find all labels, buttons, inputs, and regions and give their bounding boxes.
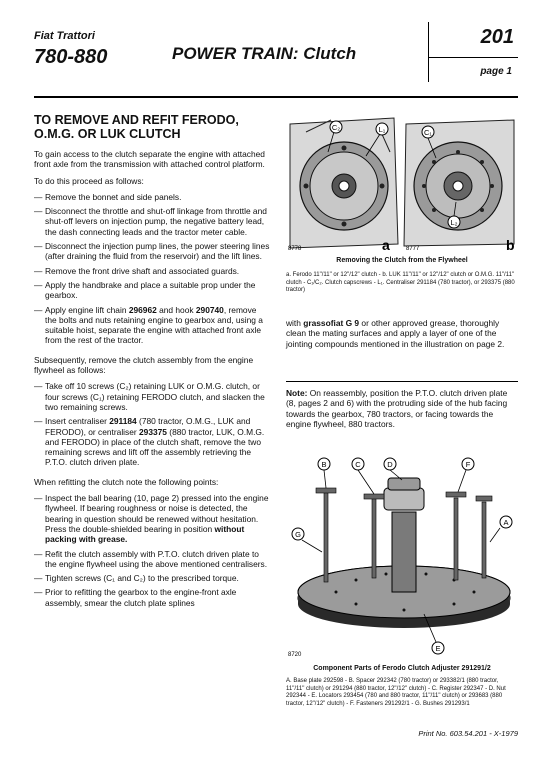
note-paragraph: Note: On reassembly, position the P.T.O. clutch driven plate (8, pages 2 and 6) with the protruding side of the hub facing towards the gearbox, 780 tractors, or facing towards the engine flywheel, 880 tractors.: [286, 388, 508, 429]
step-item: — Remove the bonnet and side panels.: [34, 191, 182, 202]
step-item: — Prior to refitting the gearbox to the engine-front axle assembly, smear the clutch plate splines: [34, 587, 237, 608]
intro-paragraph: To gain access to the clutch separate the engine with attached front axle from the transmission with attached control platform.: [34, 149, 265, 170]
figure-id-b: 8777: [406, 246, 420, 252]
figure2-id: 8720: [288, 652, 302, 658]
callout-c1: C₁: [424, 128, 432, 137]
print-number: Print No. 603.54.201 - X-1979: [418, 729, 518, 738]
header-rule: [34, 96, 518, 98]
model-number: 780-880: [34, 46, 108, 68]
step-item: — Disconnect the injection pump lines, the power steering lines (after draining the fluid from the reservoir) and the lift lines.: [34, 241, 270, 262]
figure-letter-a: a: [382, 237, 390, 252]
step-item: — Insert centraliser 291184 (780 tractor, O.M.G., LUK and FERODO), or centraliser 293375 (880 tractor, LUK, O.M.G. and FERODO) in place of the clutch shaft, remove the two remaining screws and lift off the assembly retrieving the P.T.O. clutch driven plate.: [34, 416, 265, 468]
callout-l2: L₂: [450, 218, 458, 227]
step-item: — Refit the clutch assembly with P.T.O. clutch driven plate to the engine flywheel using the above mentioned centralisers.: [34, 548, 268, 569]
callout-a: A: [503, 518, 509, 527]
callout-l1: L₁: [378, 125, 386, 134]
step-item: — Disconnect the throttle and shut-off linkage from throttle and shut-off levers on injection pump, the negative battery lead, the dash connecting leads and the tractor meter cable.: [34, 206, 267, 237]
figure2-caption-block: [286, 664, 518, 708]
callout-e: E: [435, 644, 441, 653]
callout-g: G: [295, 530, 301, 539]
callout-f: F: [465, 460, 471, 469]
step-item: — Remove the front drive shaft and associated guards.: [34, 265, 240, 276]
left-column: [34, 113, 270, 612]
figure1-caption-block: [286, 256, 518, 295]
figure2-caption: Component Parts of Ferodo Clutch Adjuster 291291/2: [313, 665, 491, 672]
note-divider: [286, 381, 518, 382]
step-item: — Apply the handbrake and place a suitable prop under the gearbox.: [34, 279, 256, 301]
page-number: 201: [480, 26, 514, 48]
callout-c: C: [355, 460, 361, 469]
page-sub: page 1: [480, 66, 512, 77]
callout-d: D: [387, 460, 393, 469]
flywheel-clutch-figure: [286, 112, 518, 252]
proceed-label: To do this proceed as follows:: [34, 175, 144, 186]
header-divider-h: [428, 57, 518, 58]
continuation-paragraph: with grassofiat G 9 or other approved grease, thoroughly clean the mating surfaces and apply a layer of one of the jointing compounds mentioned in the illustration on page 2.: [286, 318, 505, 349]
callout-c2: C₂: [331, 123, 341, 132]
figure1-caption: Removing the Clutch from the Flywheel: [336, 257, 468, 264]
figure-id-a: 8778: [288, 246, 302, 252]
step-item: — Apply engine lift chain 296962 and hook 290740, remove the bolts and nuts retaining engine to gearbox and, using a suitable hoist, separate the engine with attached front axle from the rest of the tractor.: [34, 304, 263, 346]
subsequent-paragraph: Subsequently, remove the clutch assembly from the engine flywheel as follows:: [34, 354, 254, 376]
step-item: — Take off 10 screws (C₂) retaining LUK or O.M.G. clutch, or four screws (C₁) retaining FERODO clutch, and slacken the two remaining screws.: [34, 381, 265, 412]
page-header: [0, 0, 537, 90]
figure1-legend: a. Ferodo 11"/11" or 12"/12" clutch - b. LUK 11"/11" or 12"/12" clutch or O.M.G. 11"/11" clutch - C₁/C₂. Clutch capscrews - L₁. Centraliser 291184 (780 tractor), or 293375 (880 tractor): [286, 272, 515, 294]
callout-b: B: [321, 460, 327, 469]
figure-letter-b: b: [506, 237, 515, 252]
refit-heading: When refitting the clutch note the following points:: [34, 476, 219, 487]
clutch-adjuster-figure: [286, 452, 518, 660]
header-divider: [428, 22, 429, 82]
brand-name: Fiat Trattori: [34, 30, 95, 42]
step-item: — Tighten screws (C₁ and C₂) to the prescribed torque.: [34, 573, 239, 584]
procedure-title: TO REMOVE AND REFIT FERODO, O.M.G. OR LUK CLUTCH: [34, 113, 239, 141]
figure2-legend: A. Base plate 292598 - B. Spacer 292342 (780 tractor) or 293382/1 (880 tractor, 11"/11" clutch) or 291294 (880 tractor, 12"/12" clutch) - C. Register 292347 - D. Nut 292344 - E. Locators 293454 (780 and 880 tractor, 11"/11" clutch) or 293683 (880 tractor, 12"/12" clutch) - F. Fasteners 291292/1 - G. Bushes 291293/1: [286, 678, 506, 707]
section-title: POWER TRAIN: Clutch: [172, 44, 357, 63]
step-item: — Inspect the ball bearing (10, page 2) pressed into the engine flywheel. If bearing roughness or noise is detected, the bearing in question should be renewed without hesitation. Press the double-shielded bearing in position without packing with grease.: [34, 493, 269, 545]
